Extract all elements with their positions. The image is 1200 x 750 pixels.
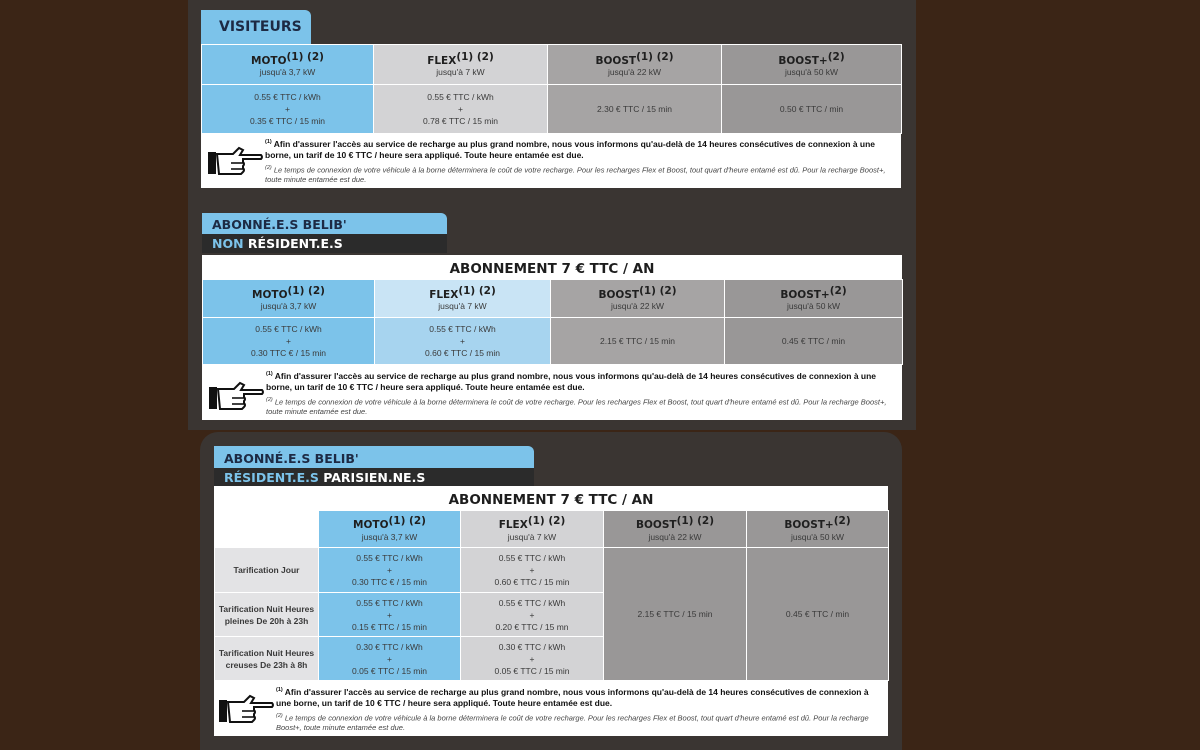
price-boost: 2.15 € TTC / 15 min xyxy=(551,318,725,365)
footnote-2: Le temps de connexion de votre véhicule à la borne déterminera le coût de votre recharge. Pour les recharges Flex et Boost, tout quart d'heure entamé est dû. Pour la recharge Boost+, toute minute entamée est due. xyxy=(266,397,887,416)
header-boostp xyxy=(725,280,903,318)
footnotes xyxy=(276,685,884,732)
resident-tab-line1: ABONNÉ.E.S BELIB' xyxy=(224,451,359,466)
resident-table xyxy=(214,510,889,681)
non-resident-tab-text: RÉSIDENT.E.S xyxy=(247,236,343,251)
header-moto-name: MOTO xyxy=(251,54,287,67)
price-boostp: 0.45 € TTC / min xyxy=(725,318,903,365)
footnotes xyxy=(266,369,898,416)
price-flex-time: 0.60 € TTC / 15 min xyxy=(494,577,570,587)
header-boost xyxy=(604,511,747,548)
visiteurs-tab xyxy=(201,10,311,44)
plus-sign: + xyxy=(285,104,290,114)
footnote-2-marker: (2) xyxy=(265,164,272,171)
footnote-1-marker: (1) xyxy=(265,139,272,145)
resident-tab-line2 xyxy=(214,468,534,487)
price-moto-kwh: 0.55 € TTC / kWh xyxy=(255,324,322,334)
price-moto xyxy=(202,85,374,134)
price-moto-time: 0.15 € TTC / 15 min xyxy=(352,621,427,632)
header-moto-sub: jusqu'à 3,7 kW xyxy=(259,67,316,78)
header-boost-sub: jusqu'à 22 kW xyxy=(610,301,665,312)
price-flex-kwh: 0.30 € TTC / kWh xyxy=(498,641,566,652)
header-empty xyxy=(215,511,319,548)
price-flex xyxy=(374,85,548,134)
footnote-2-marker: (2) xyxy=(266,396,273,403)
header-boost-name: BOOST xyxy=(598,288,640,301)
non-resident-tab-line1: ABONNÉ.E.S BELIB' xyxy=(212,217,347,232)
tariff-panel-top xyxy=(188,0,916,430)
header-boost-sub: jusqu'à 22 kW xyxy=(648,531,702,542)
header-moto-sup: (1) (2) xyxy=(388,515,426,528)
plus-sign: + xyxy=(387,609,392,620)
header-moto xyxy=(203,280,375,318)
header-boost-name: BOOST xyxy=(635,518,677,531)
header-boostp-sub: jusqu'à 50 kW xyxy=(784,67,839,78)
pointing-hand-icon xyxy=(208,379,264,413)
footnotes xyxy=(265,137,897,184)
visiteurs-tab-label: VISITEURS xyxy=(219,19,302,35)
price-moto xyxy=(319,593,461,637)
price-moto-kwh: 0.55 € TTC / kWh xyxy=(356,553,423,563)
footnote-1: Afin d'assurer l'accès au service de recharge au plus grand nombre, nous vous informons qu'au-delà de 14 heures consécutives de connexion à une borne, un tarif de 10 € TTC / heure sera appliqué. Toute heure entamée est due. xyxy=(276,686,869,708)
header-moto xyxy=(319,511,461,548)
header-moto-name: MOTO xyxy=(252,288,288,301)
header-flex xyxy=(375,280,551,318)
resident-box xyxy=(214,486,888,736)
header-flex-sub: jusqu'à 7 kW xyxy=(507,531,557,542)
pointing-hand-icon xyxy=(218,692,274,726)
header-moto-sup: (1) (2) xyxy=(286,50,324,63)
footnote-1-marker: (1) xyxy=(266,371,273,377)
price-flex-time: 0.05 € TTC / 15 min xyxy=(494,665,570,676)
header-boost-sup: (1) (2) xyxy=(676,515,715,528)
price-boost: 2.30 € TTC / 15 min xyxy=(548,85,722,134)
price-boostp: 0.50 € TTC / min xyxy=(722,85,902,134)
resident-tab-highlight: RÉSIDENT.E.S xyxy=(224,470,319,485)
header-boost xyxy=(551,280,725,318)
price-flex xyxy=(461,548,604,593)
header-flex-name: FLEX xyxy=(429,288,459,301)
tariff-panel-bottom xyxy=(200,432,902,750)
resident-tab-text: PARISIEN.NE.S xyxy=(318,470,426,485)
price-flex xyxy=(375,318,551,365)
price-flex-kwh: 0.55 € TTC / kWh xyxy=(498,597,566,608)
header-boostp-sub: jusqu'à 50 kW xyxy=(786,301,841,312)
plus-sign: + xyxy=(387,565,392,575)
header-flex-sub: jusqu'à 7 kW xyxy=(436,67,485,78)
header-flex xyxy=(374,45,548,85)
header-boost xyxy=(548,45,722,85)
non-resident-subscription-title: ABONNEMENT 7 € TTC / AN xyxy=(449,261,655,277)
price-boostp: 0.45 € TTC / min xyxy=(747,548,889,681)
header-boostp xyxy=(747,511,889,548)
header-boost-name: BOOST xyxy=(595,54,637,67)
price-flex-time: 0.78 € TTC / 15 min xyxy=(423,116,498,126)
header-boostp xyxy=(722,45,902,85)
resident-tab xyxy=(214,446,534,487)
footnote-1-marker: (1) xyxy=(276,687,283,693)
price-flex-kwh: 0.55 € TTC / kWh xyxy=(498,553,566,563)
non-resident-tab-highlight: NON xyxy=(212,236,244,251)
row-label-day: Tarification Jour xyxy=(215,548,319,593)
price-flex xyxy=(461,593,604,637)
header-boostp-name: BOOST+ xyxy=(784,518,834,531)
non-resident-tab-line2 xyxy=(202,234,447,253)
footnote-1: Afin d'assurer l'accès au service de recharge au plus grand nombre, nous vous informons qu'au-delà de 14 heures consécutives de connexion à une borne, un tarif de 10 € TTC / heure sera appliqué. Toute heure entamée est due. xyxy=(266,370,877,392)
header-flex-sup: (1) (2) xyxy=(527,515,566,528)
price-moto xyxy=(319,548,461,593)
plus-sign: + xyxy=(460,336,465,346)
header-boostp-sub: jusqu'à 50 kW xyxy=(790,531,845,542)
price-moto-time: 0.35 € TTC / 15 min xyxy=(250,116,325,126)
price-moto-kwh: 0.55 € TTC / kWh xyxy=(356,597,423,608)
price-moto-time: 0.05 € TTC / 15 min xyxy=(352,665,427,676)
row-label-night-offpeak: Tarification Nuit Heures creuses De 23h à 8h xyxy=(215,637,319,681)
price-boost: 2.15 € TTC / 15 min xyxy=(604,548,747,681)
header-flex-name: FLEX xyxy=(498,518,528,531)
price-moto-time: 0.30 TTC € / 15 min xyxy=(352,577,427,587)
header-flex-sup: (1) (2) xyxy=(456,50,494,63)
footnote-1: Afin d'assurer l'accès au service de recharge au plus grand nombre, nous vous informons qu'au-delà de 14 heures consécutives de connexion à une borne, un tarif de 10 € TTC / heure sera appliqué. Toute heure entamée est due. xyxy=(265,138,876,160)
plus-sign: + xyxy=(529,653,535,664)
header-boost-sup: (1) (2) xyxy=(639,284,677,297)
visiteurs-box xyxy=(201,44,901,188)
price-moto xyxy=(319,637,461,681)
header-flex-sup: (1) (2) xyxy=(458,284,496,297)
price-flex-kwh: 0.55 € TTC / kWh xyxy=(427,92,494,102)
header-moto xyxy=(202,45,374,85)
price-moto-time: 0.30 TTC € / 15 min xyxy=(251,348,326,358)
non-resident-box xyxy=(202,255,902,420)
price-flex-time: 0.20 € TTC / 15 mn xyxy=(495,621,569,632)
header-boostp-name: BOOST+ xyxy=(780,288,830,301)
price-flex xyxy=(461,637,604,681)
price-flex-time: 0.60 € TTC / 15 min xyxy=(425,348,500,358)
plus-sign: + xyxy=(529,565,535,575)
header-moto-sub: jusqu'à 3,7 kW xyxy=(361,531,418,542)
header-moto-name: MOTO xyxy=(353,518,389,531)
header-boost-sup: (1) (2) xyxy=(636,50,674,63)
resident-subscription-title: ABONNEMENT 7 € TTC / AN xyxy=(448,492,654,508)
price-moto-kwh: 0.30 € TTC / kWh xyxy=(356,641,423,652)
header-moto-sub: jusqu'à 3,7 kW xyxy=(260,301,317,312)
header-boost-sub: jusqu'à 22 kW xyxy=(607,67,662,78)
visiteurs-table xyxy=(201,44,902,134)
row-label-night-peak: Tarification Nuit Heures pleines De 20h à 23h xyxy=(215,593,319,637)
footnote-2: Le temps de connexion de votre véhicule à la borne déterminera le coût de votre recharge. Pour les recharges Flex et Boost, tout quart d'heure entamé est dû. Pour la recharge Boost+, toute minute entamée est due. xyxy=(276,713,869,732)
footnote-2: Le temps de connexion de votre véhicule à la borne déterminera le coût de votre recharge. Pour les recharges Flex et Boost, tout quart d'heure entamé est dû. Pour la recharge Boost+, toute minute entamée est due. xyxy=(265,165,886,184)
header-flex-name: FLEX xyxy=(427,54,457,67)
plus-sign: + xyxy=(286,336,291,346)
header-boostp-sup: (2) xyxy=(827,50,845,63)
footnote-2-marker: (2) xyxy=(276,712,283,719)
non-resident-tab xyxy=(202,213,447,253)
price-moto-kwh: 0.55 € TTC / kWh xyxy=(254,92,321,102)
header-boostp-sup: (2) xyxy=(829,284,847,297)
header-flex xyxy=(461,511,604,548)
header-flex-sub: jusqu'à 7 kW xyxy=(438,301,487,312)
plus-sign: + xyxy=(387,653,392,664)
plus-sign: + xyxy=(458,104,463,114)
header-boostp-sup: (2) xyxy=(833,515,851,528)
price-moto xyxy=(203,318,375,365)
header-boostp-name: BOOST+ xyxy=(778,54,828,67)
price-flex-kwh: 0.55 € TTC / kWh xyxy=(429,324,496,334)
pointing-hand-icon xyxy=(207,144,263,178)
plus-sign: + xyxy=(529,609,535,620)
non-resident-table xyxy=(202,279,903,365)
header-moto-sup: (1) (2) xyxy=(287,284,325,297)
